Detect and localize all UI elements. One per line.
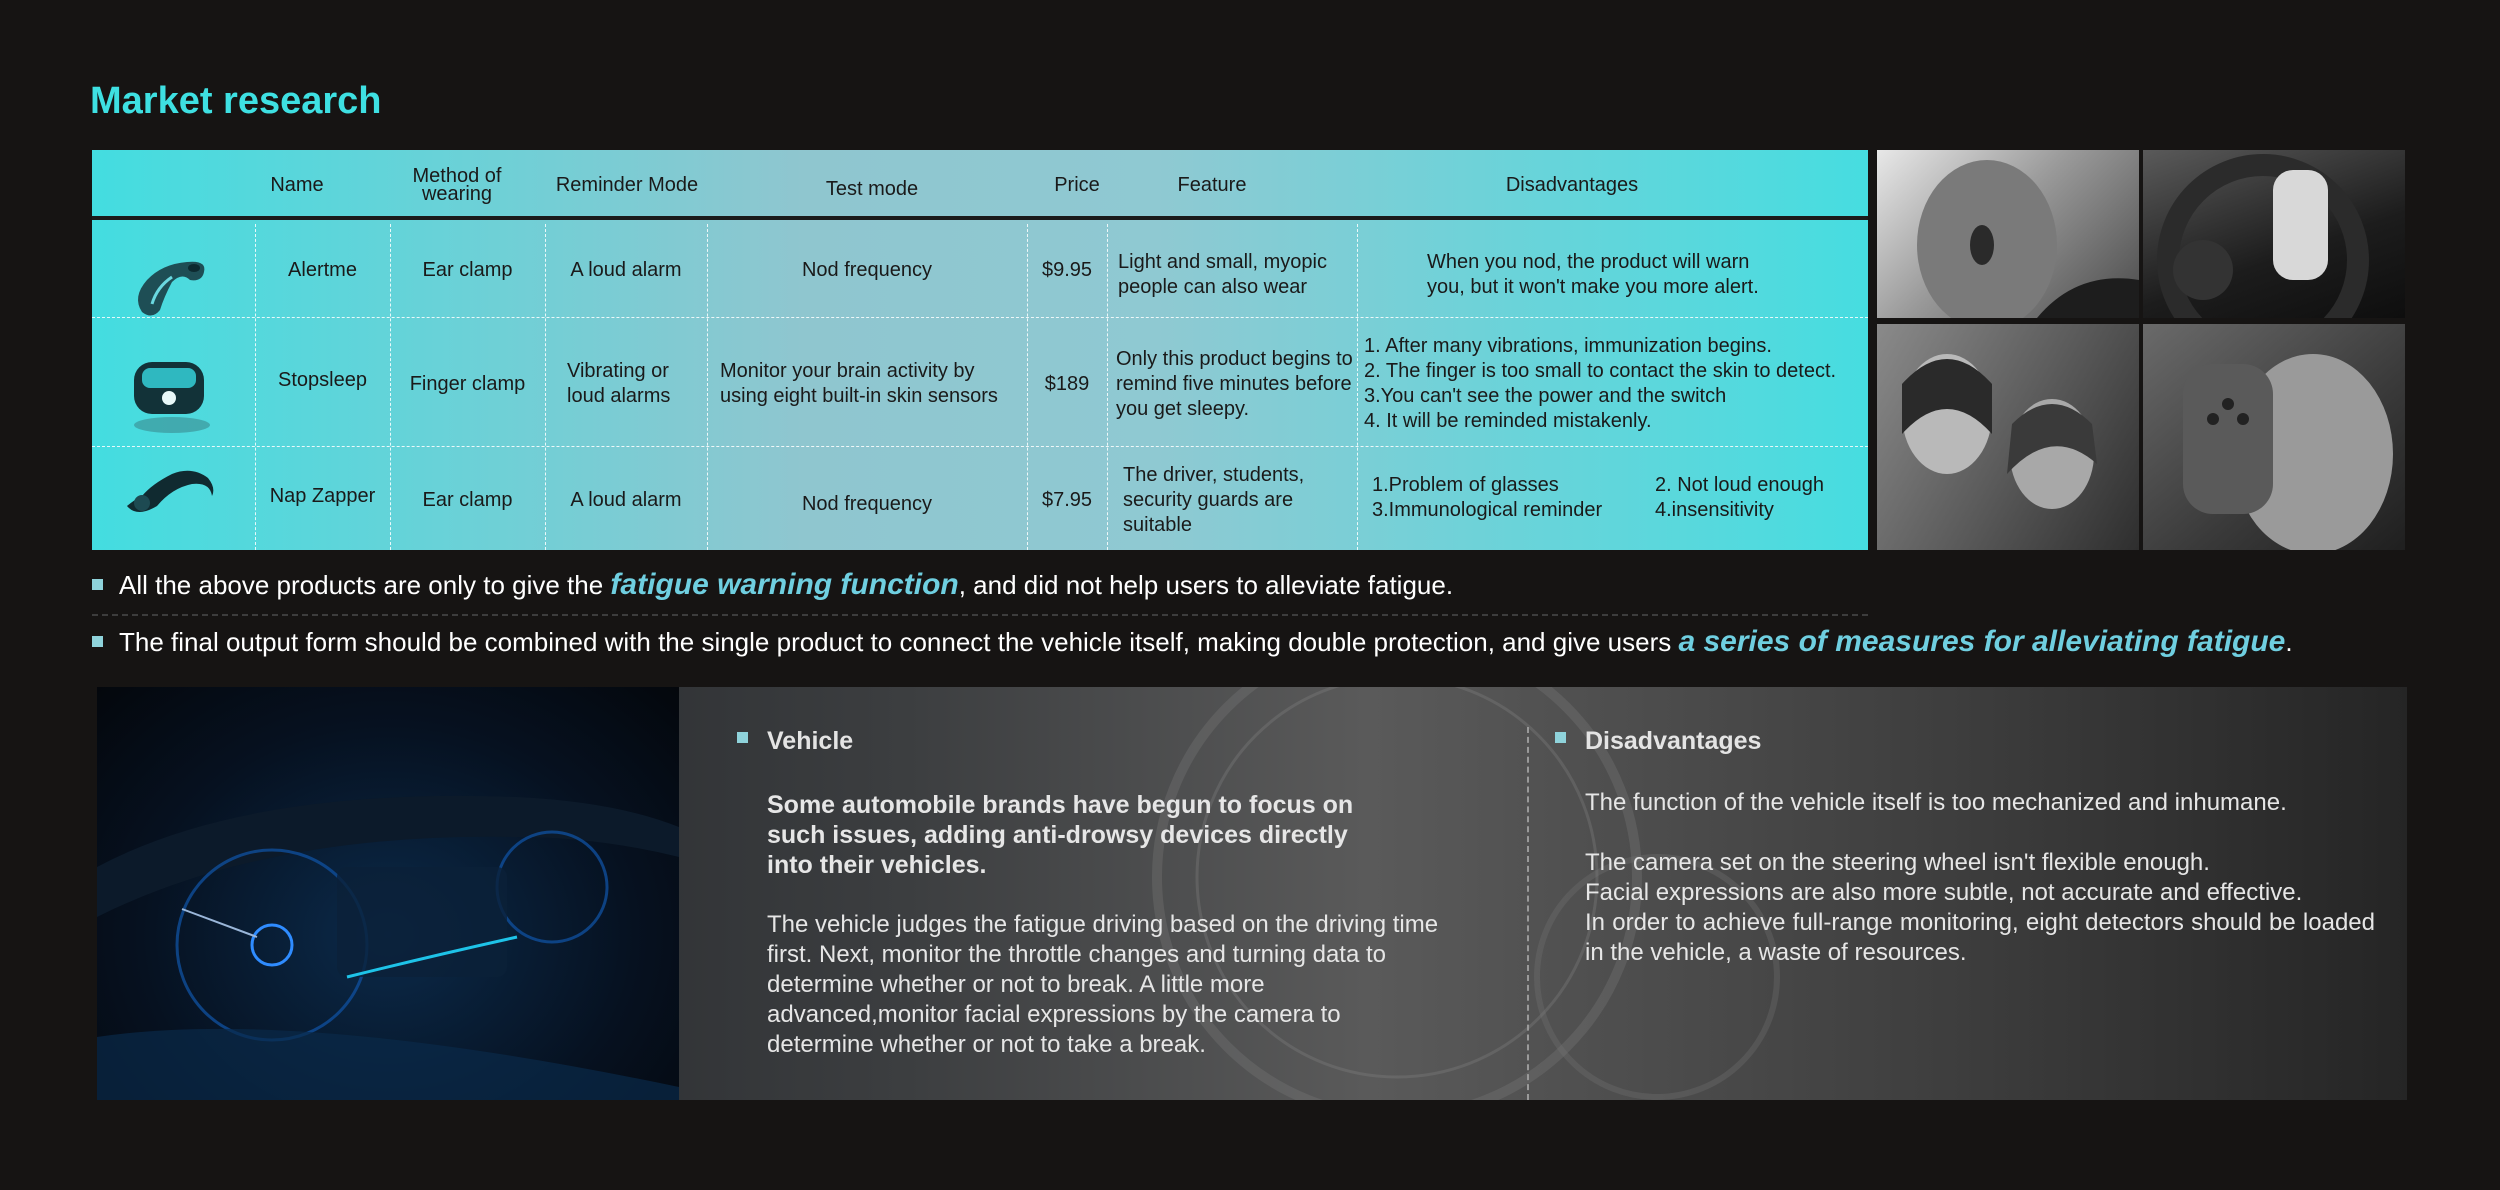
header-test: Test mode (825, 178, 919, 200)
disadvantages-p1: The function of the vehicle itself is too mechanized and inhumane. (1585, 789, 2287, 816)
alertme-product-image (112, 242, 232, 322)
row1-disadvantages (1427, 245, 1847, 305)
header-disadvantages: Disadvantages (1505, 174, 1639, 196)
vehicle-lead: Some automobile brands have begun to focus on such issues, adding anti-drowsy devices directly into their vehicles. (767, 791, 1354, 879)
row1-reminder: A loud alarm (570, 258, 682, 281)
row3-reminder: A loud alarm (570, 488, 682, 511)
divider (92, 614, 1868, 616)
header-name: Name (270, 174, 324, 196)
row2-disadv-line: 3.You can't see the power and the switch (1364, 385, 1727, 407)
disadvantages-p2: The camera set on the steering wheel isn't flexible enough. (1585, 849, 2210, 876)
bullet-square-icon (92, 579, 103, 590)
row3-price: $7.95 (1041, 488, 1093, 511)
row3-disadv-line: 1.Problem of glasses (1372, 474, 1559, 496)
comparison-table (92, 150, 1868, 550)
bullet-final-output (92, 625, 2293, 659)
row2-test: Monitor your brain activity by using eight built-in skin sensors (720, 360, 998, 407)
header-reminder: Reminder Mode (555, 174, 699, 196)
nap-zapper-product-image (112, 448, 232, 528)
row2-price: $189 (1044, 372, 1090, 395)
vehicle-analysis-section (97, 687, 2407, 1100)
header-price: Price (1054, 174, 1100, 196)
grid-line (1357, 224, 1358, 550)
bullet-square-icon (92, 636, 103, 647)
row3-disadvantages (1372, 468, 1862, 528)
bullet-square-icon (737, 732, 748, 743)
row1-test: Nod frequency (801, 258, 933, 281)
divider (1527, 727, 1529, 1100)
bullet-text: All the above products are only to give the (119, 570, 611, 600)
photo-drowsy-passengers (1877, 324, 2139, 550)
bullet-square-icon (1555, 732, 1566, 743)
bullet-text: . (2285, 627, 2293, 657)
row3-disadv-line: 2. Not loud enough (1655, 474, 1825, 496)
row2-method: Finger clamp (409, 372, 526, 395)
row2-feature: Only this product begins to remind five minutes before you get sleepy. (1116, 347, 1353, 420)
row2-disadvantages (1364, 330, 1868, 438)
row1-disadv-line: When you nod, the product will warn (1427, 251, 1750, 273)
row1-disadv-line: you, but it won't make you more alert. (1427, 276, 1759, 298)
row1-price: $9.95 (1041, 258, 1093, 281)
row3-disadv-line: 3.Immunological reminder (1372, 499, 1603, 521)
grid-line (92, 317, 1868, 318)
bullet-text: The final output form should be combined with the single product to connect the vehicle itself, making double protection, and give users (119, 627, 1679, 657)
disadvantages-title: Disadvantages (1585, 727, 1762, 755)
row3-feature: The driver, students, security guards are suitable (1123, 463, 1305, 536)
row2-disadv-line: 1. After many vibrations, immunization begins. (1364, 335, 1772, 357)
stopsleep-product-image (112, 340, 232, 440)
car-dashboard-image (97, 687, 679, 1100)
row3-test: Nod frequency (801, 492, 933, 515)
grid-line (1107, 224, 1108, 550)
row2-disadv-line: 4. It will be reminded mistakenly. (1364, 410, 1652, 432)
photo-steering-wheel-hand (2143, 150, 2405, 318)
bullet-highlight: fatigue warning function (610, 568, 959, 601)
row3-name: Nap Zapper (269, 484, 376, 507)
bullet-text: , and did not help users to alleviate fatigue. (958, 570, 1454, 600)
row2-reminder: Vibrating or loud alarms (567, 360, 671, 407)
row1-method: Ear clamp (422, 258, 513, 281)
bullet-highlight: a series of measures for alleviating fatigue (1678, 625, 2286, 658)
photo-ear-device (2143, 324, 2405, 550)
page-title: Market research (90, 80, 382, 122)
grid-line (92, 446, 1868, 447)
row1-feature: Light and small, myopic people can also wear (1118, 251, 1327, 298)
row3-disadv-line: 4.insensitivity (1655, 499, 1774, 521)
photo-driver-earpiece (1877, 150, 2139, 318)
disadvantages-p3: Facial expressions are also more subtle, not accurate and effective. (1585, 879, 2303, 906)
header-method: Method of wearing (412, 165, 502, 205)
row3-method: Ear clamp (422, 488, 513, 511)
row2-name: Stopsleep (278, 368, 367, 391)
header-feature: Feature (1177, 174, 1247, 196)
row1-name: Alertme (288, 258, 357, 281)
disadvantages-p4: In order to achieve full-range monitoring, eight detectors should be loaded in the vehicle, a waste of resources. (1585, 909, 2375, 966)
vehicle-title: Vehicle (767, 727, 854, 755)
row2-disadv-line: 2. The finger is too small to contact the skin to detect. (1364, 360, 1837, 382)
bullet-warning-function (92, 568, 1453, 602)
vehicle-body: The vehicle judges the fatigue driving based on the driving time first. Next, monitor the throttle changes and turning data to determine whether or not to break. A little more advanced,monitor facial expressions by the camera to determine whether or not to take a break. (767, 911, 1439, 1058)
